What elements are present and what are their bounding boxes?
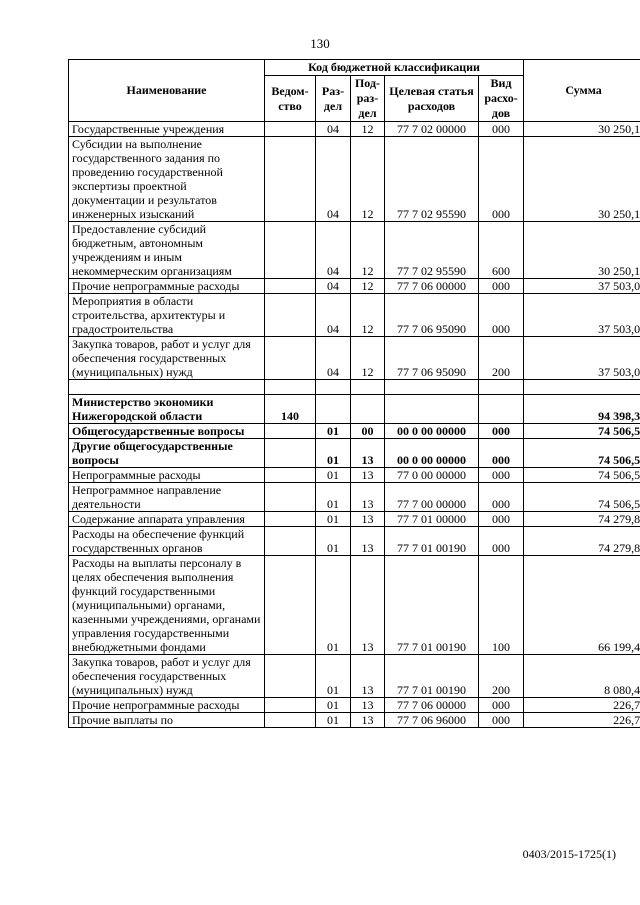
row-name-cell: Непрограммное направление деятельности: [69, 483, 265, 512]
row-vid-cell: 000: [479, 698, 524, 713]
row-podrazdel-cell: 12: [351, 137, 385, 222]
row-podrazdel-cell: 12: [351, 294, 385, 337]
row-vedomstvo-cell: [265, 483, 316, 512]
row-podrazdel-cell: 12: [351, 222, 385, 279]
row-vedomstvo-cell: [265, 122, 316, 137]
row-vid-cell: 600: [479, 222, 524, 279]
table-row: [69, 294, 640, 337]
row-vedomstvo-cell: [265, 556, 316, 655]
row-podrazdel-cell: 13: [351, 483, 385, 512]
table-row: [69, 222, 640, 279]
row-target-cell: 77 7 06 00000: [385, 698, 479, 713]
row-vedomstvo-cell: [265, 655, 316, 698]
row-vid-cell: 000: [479, 279, 524, 294]
row-sum-cell: 37 503,0: [524, 279, 640, 294]
row-target-cell: 77 7 06 95090: [385, 294, 479, 337]
table-row: [69, 137, 640, 222]
table-row: [69, 122, 640, 137]
row-name-cell: [69, 380, 265, 395]
row-podrazdel-cell: 13: [351, 556, 385, 655]
row-sum-cell: [524, 380, 640, 395]
row-podrazdel-cell: 13: [351, 698, 385, 713]
header-vid: Вид расхо-дов: [479, 76, 524, 122]
row-vid-cell: 000: [479, 137, 524, 222]
row-name-cell: Закупка товаров, работ и услуг для обеспечения государственных (муниципальных) нужд: [69, 655, 265, 698]
row-podrazdel-cell: [351, 395, 385, 424]
table-row: [69, 439, 640, 468]
row-razdel-cell: 01: [316, 439, 351, 468]
row-sum-cell: 226,7: [524, 698, 640, 713]
row-name-cell: Прочие непрограммные расходы: [69, 698, 265, 713]
row-vid-cell: 200: [479, 655, 524, 698]
row-vid-cell: 000: [479, 294, 524, 337]
row-podrazdel-cell: 12: [351, 122, 385, 137]
row-razdel-cell: 01: [316, 655, 351, 698]
row-razdel-cell: [316, 380, 351, 395]
row-name-cell: Закупка товаров, работ и услуг для обеспечения государственных (муниципальных) нужд: [69, 337, 265, 380]
table-row: [69, 512, 640, 527]
row-razdel-cell: 01: [316, 527, 351, 556]
row-sum-cell: 74 506,5: [524, 424, 640, 439]
row-target-cell: 77 7 06 00000: [385, 279, 479, 294]
document-code: 0403/2015-1725(1): [522, 847, 616, 861]
row-target-cell: 77 7 06 95090: [385, 337, 479, 380]
row-razdel-cell: 04: [316, 122, 351, 137]
row-target-cell: [385, 380, 479, 395]
row-vedomstvo-cell: [265, 439, 316, 468]
row-sum-cell: 74 279,8: [524, 527, 640, 556]
row-sum-cell: 94 398,3: [524, 395, 640, 424]
row-name-cell: Расходы на выплаты персоналу в целях обеспечения выполнения функций государственными (муниципальными) органами, казенными учреждениями, органами управления государственными внебюджетными фондами: [69, 556, 265, 655]
row-sum-cell: 66 199,4: [524, 556, 640, 655]
header-podrazdel: Под-раз-дел: [351, 76, 385, 122]
row-vid-cell: 000: [479, 468, 524, 483]
row-razdel-cell: 04: [316, 337, 351, 380]
row-name-cell: Расходы на обеспечение функций государственных органов: [69, 527, 265, 556]
row-vedomstvo-cell: [265, 222, 316, 279]
row-sum-cell: 37 503,0: [524, 294, 640, 337]
row-target-cell: 77 7 01 00000: [385, 512, 479, 527]
row-target-cell: 77 7 02 00000: [385, 122, 479, 137]
row-vid-cell: 000: [479, 713, 524, 728]
header-razdel: Раз-дел: [316, 76, 351, 122]
row-sum-cell: 74 506,5: [524, 483, 640, 512]
row-name-cell: Прочие непрограммные расходы: [69, 279, 265, 294]
row-vedomstvo-cell: [265, 279, 316, 294]
row-sum-cell: 30 250,1: [524, 137, 640, 222]
row-podrazdel-cell: 00: [351, 424, 385, 439]
row-razdel-cell: [316, 395, 351, 424]
row-podrazdel-cell: 13: [351, 713, 385, 728]
row-name-cell: Непрограммные расходы: [69, 468, 265, 483]
row-razdel-cell: 01: [316, 483, 351, 512]
row-sum-cell: 30 250,1: [524, 122, 640, 137]
row-name-cell: Государственные учреждения: [69, 122, 265, 137]
row-razdel-cell: 01: [316, 512, 351, 527]
row-podrazdel-cell: 13: [351, 468, 385, 483]
row-razdel-cell: 01: [316, 468, 351, 483]
header-code-group: Код бюджетной классификации: [265, 60, 524, 76]
row-target-cell: 77 7 01 00190: [385, 655, 479, 698]
row-target-cell: 77 7 01 00190: [385, 527, 479, 556]
row-vid-cell: [479, 380, 524, 395]
row-vid-cell: 100: [479, 556, 524, 655]
row-podrazdel-cell: [351, 380, 385, 395]
row-vedomstvo-cell: [265, 512, 316, 527]
row-vid-cell: [479, 395, 524, 424]
row-razdel-cell: 01: [316, 713, 351, 728]
row-vedomstvo-cell: [265, 713, 316, 728]
row-razdel-cell: 01: [316, 698, 351, 713]
row-vedomstvo-cell: [265, 424, 316, 439]
table-row: [69, 337, 640, 380]
row-target-cell: 77 7 02 95590: [385, 137, 479, 222]
row-podrazdel-cell: 13: [351, 512, 385, 527]
page-number: 130: [310, 36, 330, 51]
row-razdel-cell: 01: [316, 424, 351, 439]
row-sum-cell: 74 506,5: [524, 439, 640, 468]
row-podrazdel-cell: 12: [351, 279, 385, 294]
row-razdel-cell: 01: [316, 556, 351, 655]
row-vid-cell: 000: [479, 483, 524, 512]
table-row: [69, 380, 640, 395]
table-row: [69, 279, 640, 294]
row-vid-cell: 000: [479, 439, 524, 468]
row-name-cell: Другие общегосударственные вопросы: [69, 439, 265, 468]
row-name-cell: Мероприятия в области строительства, архитектуры и градостроительства: [69, 294, 265, 337]
row-target-cell: 77 7 06 96000: [385, 713, 479, 728]
row-vedomstvo-cell: [265, 527, 316, 556]
row-target-cell: 77 0 00 00000: [385, 468, 479, 483]
header-sum: Сумма: [524, 60, 640, 122]
table-row: [69, 713, 640, 728]
row-sum-cell: 74 506,5: [524, 468, 640, 483]
row-vid-cell: 000: [479, 424, 524, 439]
row-vedomstvo-cell: [265, 468, 316, 483]
row-target-cell: [385, 395, 479, 424]
table-row: [69, 655, 640, 698]
row-name-cell: Министерство экономики Нижегородской области: [69, 395, 265, 424]
table-row: [69, 483, 640, 512]
row-vid-cell: 000: [479, 527, 524, 556]
row-podrazdel-cell: 13: [351, 439, 385, 468]
table-row: [69, 527, 640, 556]
row-vedomstvo-cell: [265, 698, 316, 713]
row-razdel-cell: 04: [316, 222, 351, 279]
row-vid-cell: 200: [479, 337, 524, 380]
row-name-cell: Субсидии на выполнение государственного задания по проведению государственной экспертизы проектной документации и результатов инженерных изысканий: [69, 137, 265, 222]
row-target-cell: 77 7 01 00190: [385, 556, 479, 655]
row-name-cell: Содержание аппарата управления: [69, 512, 265, 527]
table-row: [69, 556, 640, 655]
row-target-cell: 00 0 00 00000: [385, 424, 479, 439]
row-vedomstvo-cell: 140: [265, 395, 316, 424]
row-vedomstvo-cell: [265, 380, 316, 395]
row-razdel-cell: 04: [316, 279, 351, 294]
row-target-cell: 00 0 00 00000: [385, 439, 479, 468]
row-name-cell: Общегосударственные вопросы: [69, 424, 265, 439]
row-podrazdel-cell: 12: [351, 337, 385, 380]
row-sum-cell: 226,7: [524, 713, 640, 728]
table-row: [69, 468, 640, 483]
row-target-cell: 77 7 02 95590: [385, 222, 479, 279]
row-vid-cell: 000: [479, 512, 524, 527]
row-vid-cell: 000: [479, 122, 524, 137]
row-name-cell: Прочие выплаты по: [69, 713, 265, 728]
row-vedomstvo-cell: [265, 337, 316, 380]
row-sum-cell: 8 080,4: [524, 655, 640, 698]
header-target: Целевая статья расходов: [385, 76, 479, 122]
row-sum-cell: 30 250,1: [524, 222, 640, 279]
header-vedomstvo: Ведом-ство: [265, 76, 316, 122]
row-sum-cell: 37 503,0: [524, 337, 640, 380]
row-sum-cell: 74 279,8: [524, 512, 640, 527]
table-row: [69, 395, 640, 424]
row-target-cell: 77 7 00 00000: [385, 483, 479, 512]
row-razdel-cell: 04: [316, 137, 351, 222]
row-podrazdel-cell: 13: [351, 527, 385, 556]
row-podrazdel-cell: 13: [351, 655, 385, 698]
row-vedomstvo-cell: [265, 294, 316, 337]
budget-table: [68, 59, 640, 728]
header-name: Наименование: [69, 60, 265, 122]
table-row: [69, 424, 640, 439]
table-row: [69, 698, 640, 713]
row-razdel-cell: 04: [316, 294, 351, 337]
row-name-cell: Предоставление субсидий бюджетным, автономным учреждениям и иным некоммерческим организациям: [69, 222, 265, 279]
row-vedomstvo-cell: [265, 137, 316, 222]
